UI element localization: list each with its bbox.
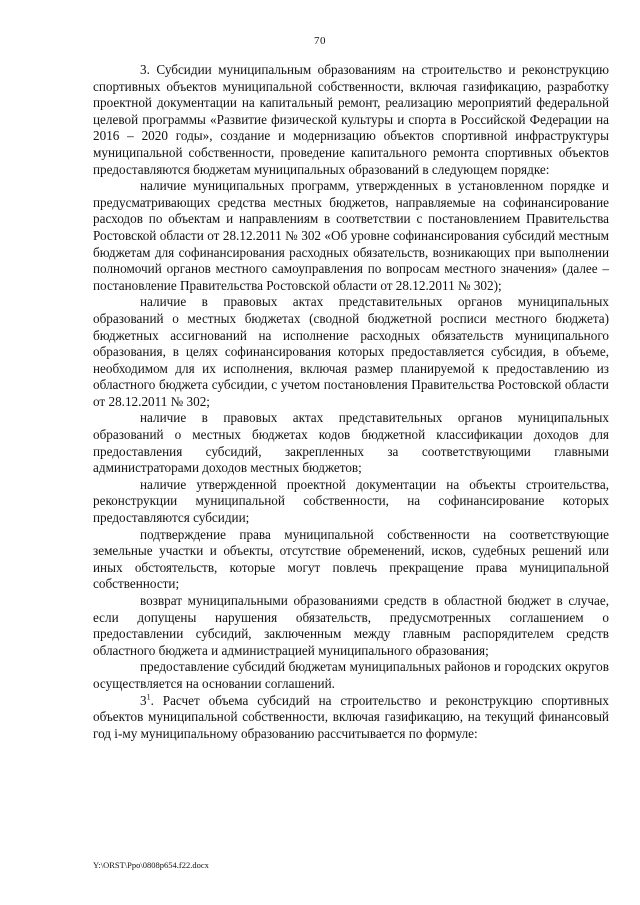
condition-funds-return: возврат муниципальными образованиями средств в областной бюджет в случае, если допущены нарушения обязательств, предусмотренных соглашением о предоставлении субсидий, заключенным между главным распорядителем средств областного бюджета и администрацией муниципального образования; bbox=[93, 593, 609, 658]
section-3-1-text: . Расчет объема субсидий на строительство и реконструкцию спортивных объектов муниципальной собственности, включая газификацию, на текущий финансовый год i-му муниципальному образованию рассчитывается по формуле: bbox=[93, 692, 609, 741]
section-3-1-paragraph bbox=[93, 693, 609, 743]
condition-agreements: предоставление субсидий бюджетам муниципальных районов и городских округов осуществляется на основании соглашений. bbox=[93, 659, 609, 691]
condition-budget-allocations: наличие в правовых актах представительных органов муниципальных образований о местных бюджетах (сводной бюджетной росписи местного бюджета) бюджетных ассигнований на исполнение расходных обязательств муниципального образования, в целях софинансирования которых предоставляется субсидия, в объеме, необходимом для их исполнения, включая размер планируемой к предоставлению из областного бюджета субсидии, с учетом постановления Правительства Ростовской области от 28.12.2011 № 302; bbox=[93, 294, 609, 409]
section-superscript: 1 bbox=[146, 692, 151, 702]
condition-budget-codes: наличие в правовых актах представительных органов муниципальных образований о местных бюджетах кодов бюджетной классификации доходов для предоставления субсидий, закрепленных за соответствующими главными администраторами доходов местных бюджетов; bbox=[93, 410, 609, 476]
page-number: 70 bbox=[314, 35, 326, 47]
condition-municipal-programs: наличие муниципальных программ, утвержденных в установленном порядке и предусматривающих средства местных бюджетов, направляемые на софинансирование расходов по объектам и направлениям в соответствии с постановлением Правительства Ростовской области от 28.12.2011 № 302 «Об уровне софинансирования субсидий местным бюджетам для софинансирования расходных обязательств, возникающих при выполнении полномочий органов местного самоуправления по вопросам местного значения» (далее – постановление Правительства Ростовской области от 28.12.2011 № 302); bbox=[93, 178, 609, 293]
condition-ownership-confirmation: подтверждение права муниципальной собственности на соответствующие земельные участки и объекты, отсутствие обременений, исков, судебных решений или иных обстоятельств, которые могут повлечь прекращение права муниципальной собственности; bbox=[93, 526, 609, 592]
file-path-footer: Y:\ORST\Ppo\0808p654.f22.docx bbox=[93, 860, 209, 870]
document-body bbox=[93, 62, 609, 742]
section-3-intro: 3. Субсидии муниципальным образованиям на строительство и реконструкцию спортивных объектов муниципальной собственности, включая газификацию, разработку проектной документации на капитальный ремонт, реализацию мероприятий федеральной целевой программы «Развитие физической культуры и спорта в Российской Федерации на 2016 – 2020 годы», создание и модернизацию объектов спортивной инфраструктуры муниципальной собственности, проведение капитального ремонта спортивных объектов предоставляются бюджетам муниципальных образований в следующем порядке: bbox=[93, 62, 609, 177]
section-number: 3 bbox=[140, 692, 147, 708]
condition-project-documentation: наличие утвержденной проектной документации на объекты строительства, реконструкции муниципальной собственности, на софинансирование которых предоставляются субсидии; bbox=[93, 476, 609, 526]
